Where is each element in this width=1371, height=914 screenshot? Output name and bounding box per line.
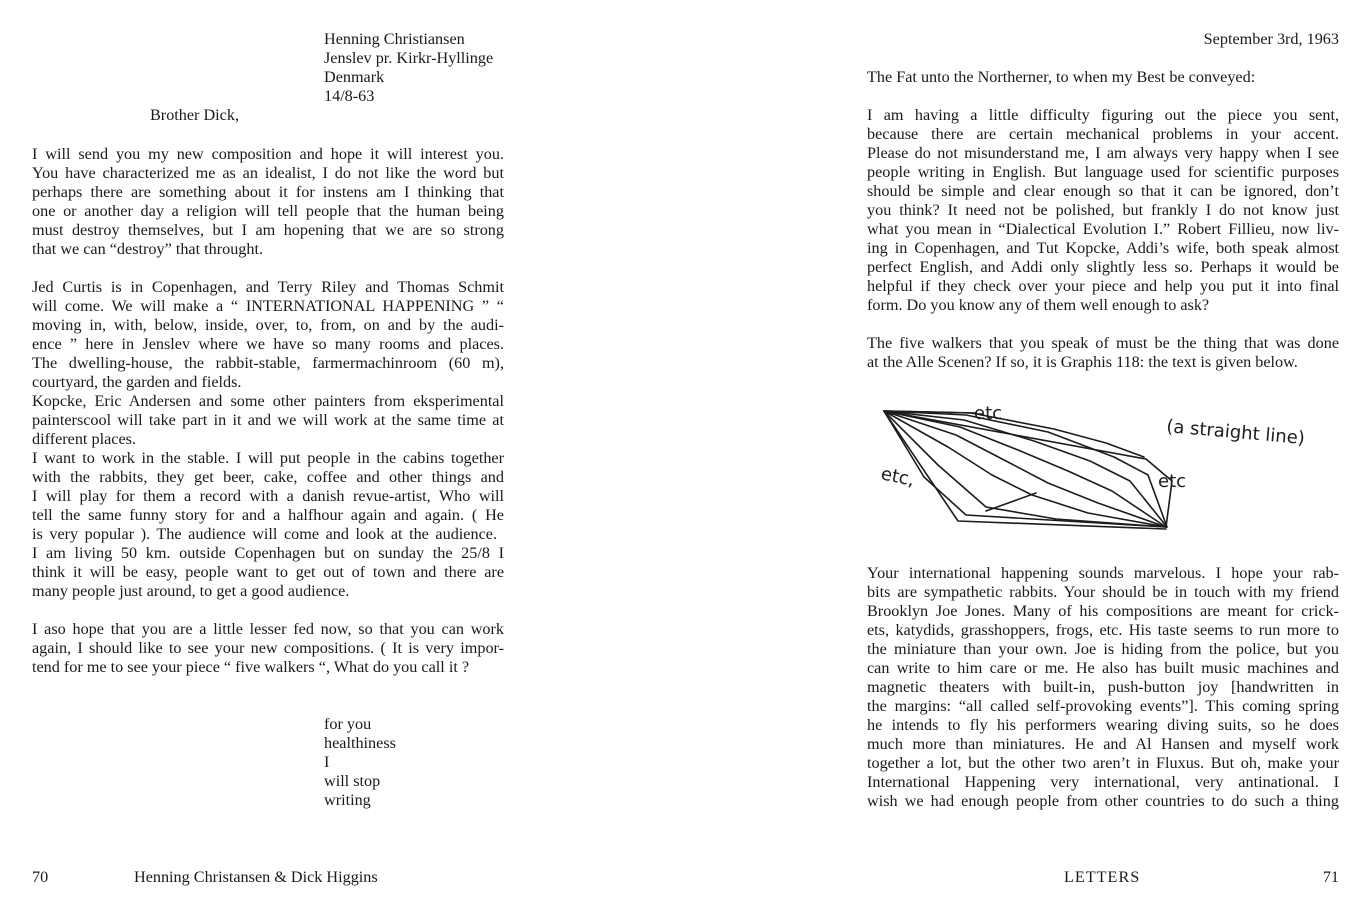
text-line: different places.	[32, 430, 136, 448]
text-line: again, I should like to see your new compositions. ( It is very impor-	[32, 639, 504, 657]
salutation: Brother Dick,	[150, 106, 240, 124]
text-line: the miniature than your own. Joe is hiding from the police, but you	[867, 640, 1339, 658]
text-line: International Happening very international, very antinational. I	[867, 773, 1339, 791]
sketch-fan-line	[884, 411, 1166, 527]
text-line: Jed Curtis is in Copenhagen, and Terry Riley and Thomas Schmit	[32, 278, 504, 296]
text-line: Kopcke, Eric Andersen and some other painters from eksperimental	[32, 392, 504, 410]
sketch-note: (a straight line)	[1165, 416, 1306, 450]
text-line: I will play for them a record with a danish revue-artist, Who will	[32, 487, 504, 505]
text-line: I want to work in the stable. I will put people in the cabins together	[32, 449, 504, 467]
text-line: Your international happening sounds marvelous. I hope your rab-	[867, 564, 1339, 582]
graphis-118-sketch	[876, 395, 1336, 540]
text-line: he intends to fly his performers wearing diving suits, so he does	[867, 716, 1339, 734]
address-line: Henning Christiansen	[324, 30, 465, 48]
closing-line: writing	[324, 791, 371, 809]
closing-line: for you	[324, 715, 372, 733]
left-page	[0, 0, 685, 914]
sketch-fan-line	[884, 411, 1166, 527]
text-line: perhaps there are something about it for instens am I thinking that	[32, 183, 504, 201]
closing-line: I	[324, 753, 330, 771]
text-line: because there are certain mechanical problems in your accent.	[867, 125, 1339, 143]
salutation: The Fat unto the Northerner, to when my Best be conveyed:	[867, 68, 1256, 86]
running-head: LETTERS	[1064, 868, 1141, 886]
text-line: helpful if they check over your piece and help you put it into final	[867, 277, 1339, 295]
text-line: ing in Copenhagen, and Tut Kopcke, Addi’s wife, both speak almost	[867, 239, 1339, 257]
text-line: courtyard, the garden and fields.	[32, 373, 242, 391]
text-line: the margins: “all called self-provoking events”]. This coming spring	[867, 697, 1339, 715]
closing-line: healthiness	[324, 734, 396, 752]
letter-date: 14/8-63	[324, 87, 375, 105]
address-line: Jenslev pr. Kirkr-Hyllinge	[324, 49, 494, 67]
right-page	[686, 0, 1371, 914]
text-line: think it will be easy, people want to get out of town and there are	[32, 563, 504, 581]
text-line: tell the same funny story for and a halfhour again and again. ( He	[32, 506, 504, 524]
sketch-fan-line	[884, 411, 1166, 527]
text-line: The dwelling-house, the rabbit-stable, farmermachinroom (60 m),	[32, 354, 504, 372]
text-line: form. Do you know any of them well enough to ask?	[867, 296, 1210, 314]
text-line: I aso hope that you are a little lesser fed now, so that you can work	[32, 620, 504, 638]
sketch-label-top: etc	[974, 403, 1003, 424]
text-line: Please do not misunderstand me, I am always very happy when I see	[867, 144, 1339, 162]
text-line: I will send you my new composition and hope it will interest you.	[32, 145, 504, 163]
text-line: bits are sympathetic rabbits. Your should be in touch with my friend	[867, 583, 1339, 601]
text-line: will come. We will make a “ INTERNATIONAL HAPPENING ” “	[32, 297, 504, 315]
sketch-fan-line	[986, 493, 1036, 511]
text-line: at the Alle Scenen? If so, it is Graphis 118: the text is given below.	[867, 353, 1298, 371]
text-line: ets, katydids, grasshoppers, frogs, etc. His taste seems to run more to	[867, 621, 1339, 639]
text-line: perfect English, and Addi only slightly less so. Perhaps it would be	[867, 258, 1339, 276]
text-line: wish we had enough people from other countries to do such a thing	[867, 792, 1339, 810]
sketch-fan-line	[884, 411, 1166, 527]
text-line: one or another day a religion will tell people that the human being	[32, 202, 504, 220]
text-line: You have characterized me as an idealist, I do not like the word but	[32, 164, 504, 182]
sketch-label-right: etc	[1158, 471, 1187, 492]
sketch-fan-line	[884, 411, 1166, 527]
text-line: magnetic theaters with built-in, push-button joy [handwritten in	[867, 678, 1339, 696]
text-line: moving in, with, below, inside, over, to, from, on and by the audi-	[32, 316, 504, 334]
running-head: Henning Christansen & Dick Higgins	[134, 868, 378, 886]
text-line: ence ” here in Jenslev where we have so many rooms and places.	[32, 335, 504, 353]
sketch-fan-line	[884, 411, 1167, 527]
page-number: 70	[32, 868, 49, 886]
text-line: The five walkers that you speak of must be the thing that was done	[867, 334, 1339, 352]
text-line: together a lot, but the other two aren’t in Fluxus. But oh, make your	[867, 754, 1339, 772]
letter-date: September 3rd, 1963	[1203, 30, 1339, 48]
text-line: I am having a little difficulty figuring out the piece you sent,	[867, 106, 1339, 124]
page-number: 71	[1322, 868, 1339, 886]
text-line: can write to him care or me. He also has built music machines and	[867, 659, 1339, 677]
text-line: must destroy themselves, but I am hopening that we are so strong	[32, 221, 504, 239]
text-line: much more than miniatures. He and Al Hansen and myself work	[867, 735, 1339, 753]
text-line: with the rabbits, they get beer, cake, coffee and other things and	[32, 468, 504, 486]
text-line: I am living 50 km. outside Copenhagen but on sunday the 25/8 I	[32, 544, 504, 562]
text-line: tend for me to see your piece “ five walkers “, What do you call it ?	[32, 658, 470, 676]
text-line: should be simple and clear enough so that it can be ignored, don’t	[867, 182, 1339, 200]
text-line: Brooklyn Joe Jones. Many of his compositions are meant for crick-	[867, 602, 1339, 620]
text-line: is very popular ). The audience will come and look at the audience.	[32, 525, 497, 543]
sketch-label-left: etc,	[878, 463, 917, 491]
text-line: you think? It need not be polished, but frankly I do not know just	[867, 201, 1339, 219]
address-line: Denmark	[324, 68, 385, 86]
text-line: many people just around, to get a good audience.	[32, 582, 350, 600]
text-line: painterscool will take part in it and we will work at the same time at	[32, 411, 504, 429]
sketch-fan-line	[884, 411, 1167, 527]
text-line: what you mean in “Dialectical Evolution I.” Robert Fillieu, now liv-	[867, 220, 1339, 238]
text-line: that we can “destroy” that throught.	[32, 240, 264, 258]
closing-line: will stop	[324, 772, 381, 790]
text-line: people writing in English. But language used for scientific purposes	[867, 163, 1339, 181]
